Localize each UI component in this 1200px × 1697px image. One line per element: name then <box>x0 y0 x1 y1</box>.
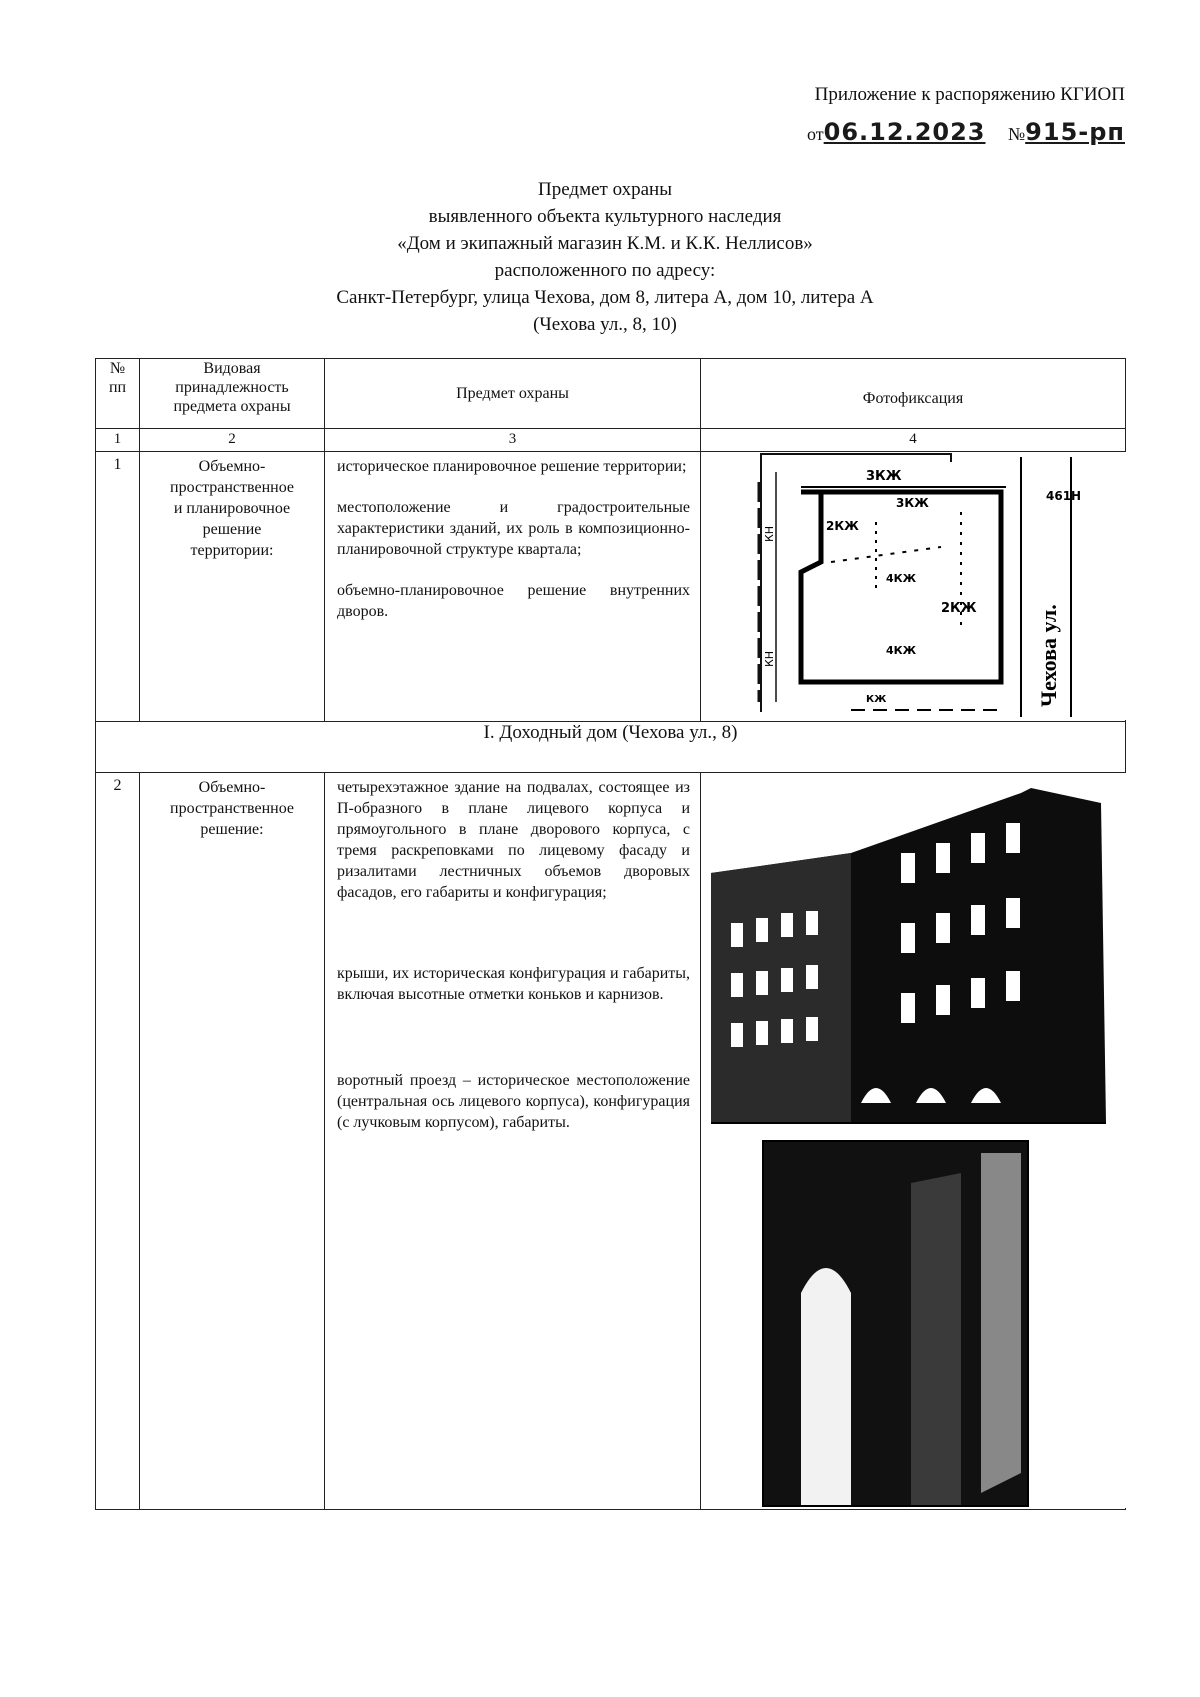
header-type: Видовая принадлежность предмета охраны <box>140 359 325 429</box>
row-num: 1 <box>96 452 140 722</box>
appendix-caption: Приложение к распоряжению КГИОП <box>814 84 1125 105</box>
col-number: 3 <box>325 429 701 452</box>
row-photo <box>701 773 1126 1510</box>
title-line: выявленного объекта культурного наследия <box>428 206 782 227</box>
protection-subject-table <box>95 358 1126 1510</box>
title-line: расположенного по адресу: <box>494 260 716 281</box>
title-line: Предмет охраны <box>538 179 672 200</box>
subject-item: четырехэтажное здание на подвалах, состоящее из П-образного в плане лицевого корпуса и прямоугольного в плане дворового корпуса, с тремя раскреповками по лицевому фасаду и ризалитами лестничных объемов дворовых фасадов, его габариты и конфигурация; <box>337 779 690 901</box>
order-date: 06.12.2023 <box>823 118 986 146</box>
table-row <box>96 452 1126 722</box>
map-label: КН <box>763 650 776 667</box>
table-row <box>96 773 1126 1510</box>
subject-item: местоположение и градостроительные характеристики зданий, их роль в композиционно-планировочной структуре квартала; <box>337 499 690 558</box>
map-label: 2КЖ <box>826 519 859 533</box>
order-number: 915-рп <box>1025 118 1125 146</box>
order-reference <box>700 118 1125 146</box>
map-label: КН <box>763 525 776 542</box>
title-line: Санкт-Петербург, улица Чехова, дом 8, литера А, дом 10, литера А <box>336 287 874 308</box>
section-header-row <box>96 722 1126 773</box>
map-label: 3КЖ <box>866 469 902 484</box>
subject-item: объемно-планировочное решение внутренних дворов. <box>337 582 690 620</box>
map-label: 2КЖ <box>941 601 977 616</box>
subject-item: воротный проезд – историческое местоположение (центральная ось лицевого корпуса), конфигурация (с лучковым корпусом), габариты. <box>337 1072 690 1131</box>
row-num: 2 <box>96 773 140 1510</box>
row-type: Объемно- пространственное и планировочное решение территории: <box>140 452 325 722</box>
building-photos <box>701 773 1126 1508</box>
subject-item: историческое планировочное решение территории; <box>337 458 687 475</box>
gateway-photo <box>763 1141 1028 1506</box>
title-line: «Дом и экипажный магазин К.М. и К.К. Неллисов» <box>397 233 813 254</box>
col-number: 4 <box>701 429 1126 452</box>
row-photo <box>701 452 1126 722</box>
map-label: 3КЖ <box>896 496 929 510</box>
site-plan-map <box>701 452 1126 720</box>
row-type: Объемно- пространственное решение: <box>140 773 325 1510</box>
map-label: 4КЖ <box>886 572 917 585</box>
header-photo: Фотофиксация <box>701 359 1126 429</box>
header-subject: Предмет охраны <box>325 359 701 429</box>
row-subject <box>325 773 701 1510</box>
row-subject <box>325 452 701 722</box>
col-number: 1 <box>96 429 140 452</box>
order-from-label: от <box>807 124 824 144</box>
table-header-row <box>96 359 1126 429</box>
title-line: (Чехова ул., 8, 10) <box>533 314 677 335</box>
map-label: 4КЖ <box>886 644 917 657</box>
map-street-label: Чехова ул. <box>1036 604 1061 707</box>
header-num: № пп <box>96 359 140 429</box>
document-title <box>240 176 970 338</box>
section-title: I. Доходный дом (Чехова ул., 8) <box>96 722 1126 773</box>
map-label: 461Н <box>1046 489 1082 503</box>
order-number-label: № <box>1007 124 1026 144</box>
col-number: 2 <box>140 429 325 452</box>
subject-item: крыши, их историческая конфигурация и габариты, включая высотные отметки коньков и карнизов. <box>337 965 690 1003</box>
column-number-row <box>96 429 1126 452</box>
map-label: КЖ <box>866 694 887 705</box>
